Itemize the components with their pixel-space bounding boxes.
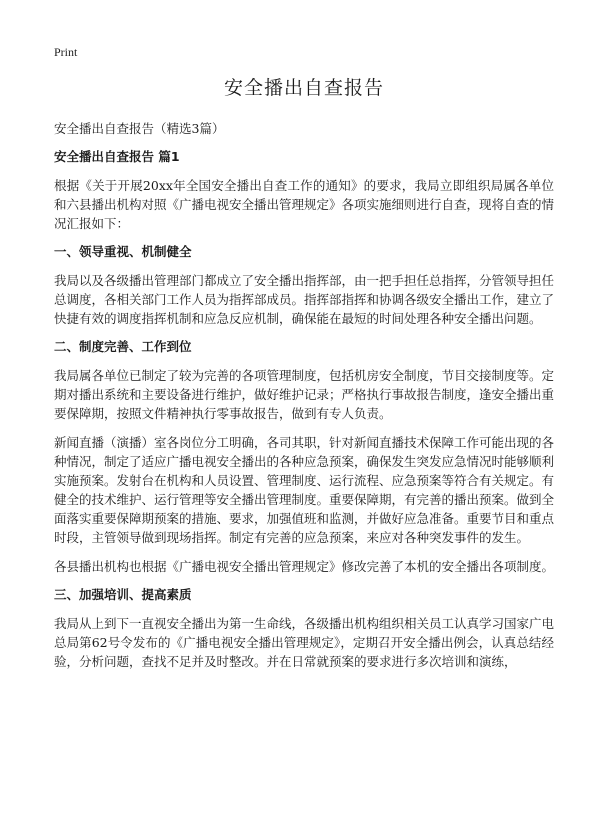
section-2-paragraph-1: 我局属各单位已制定了较为完善的各项管理制度，包括机房安全制度，节目交接制度等。定期对播出系统和主要设备进行维护，做好维护记录；严格执行事故报告制度，逢安全播出重要保障期，按照文件精神执行零事故报告，做到有专人负责。 bbox=[54, 368, 555, 421]
intro-paragraph: 根据《关于开展20xx年全国安全播出自查工作的通知》的要求，我局立即组织局属各单位和六县播出机构对照《广播电视安全播出管理规定》各项实施细则进行自查，现将自查的情况汇报如下： bbox=[54, 178, 555, 231]
section-1-paragraph-1: 我局以及各级播出管理部门都成立了安全播出指挥部，由一把手担任总指挥，分管领导担任总调度，各相关部门工作人员为指挥部成员。指挥部指挥和协调各级安全播出工作，建立了快捷有效的调度指挥机制和应急反应机制，确保能在最短的时间处理各种安全播出问题。 bbox=[54, 273, 555, 326]
section-heading-3: 三、加强培训、提高素质 bbox=[54, 587, 192, 602]
document-title: 安全播出自查报告 bbox=[223, 77, 384, 99]
section-heading-2: 二、制度完善、工作到位 bbox=[54, 339, 192, 354]
section-heading-1: 一、领导重视、机制健全 bbox=[54, 244, 192, 259]
section-2-paragraph-3: 各县播出机构也根据《广播电视安全播出管理规定》修改完善了本机的安全播出各项制度。 bbox=[54, 559, 555, 574]
print-link[interactable]: Print bbox=[54, 45, 78, 59]
section-2-paragraph-2: 新闻直播（演播）室各岗位分工明确，各司其职，针对新闻直播技术保障工作可能出现的各种情况，制定了适应广播电视安全播出的各种应急预案，确保发生突发应急情况时能够顺利实施预案。发射台在机构和人员设置、管理制度、运行流程、应急预案等符合有关规定。有健全的技术维护、运行管理等安全播出管理制度。重要保障期，有完善的播出预案。做到全面落实重要保障期预案的措施、要求，加强值班和监测，并做好应急准备。重要节目和重点时段，主管领导做到现场指挥。制定有完善的应急预案，来应对各种突发事件的发生。 bbox=[54, 435, 555, 545]
document-subtitle: 安全播出自查报告（精选3篇） bbox=[54, 121, 225, 136]
article-heading: 安全播出自查报告 篇1 bbox=[54, 149, 180, 164]
section-3-paragraph-1: 我局从上到下一直视安全播出为第一生命线，各级播出机构组织相关员工认真学习国家广电总局第62号令发布的《广播电视安全播出管理规定》，定期召开安全播出例会，认真总结经验，分析问题，查找不足并及时整改。并在日常就预案的要求进行多次培训和演练， bbox=[54, 616, 555, 669]
